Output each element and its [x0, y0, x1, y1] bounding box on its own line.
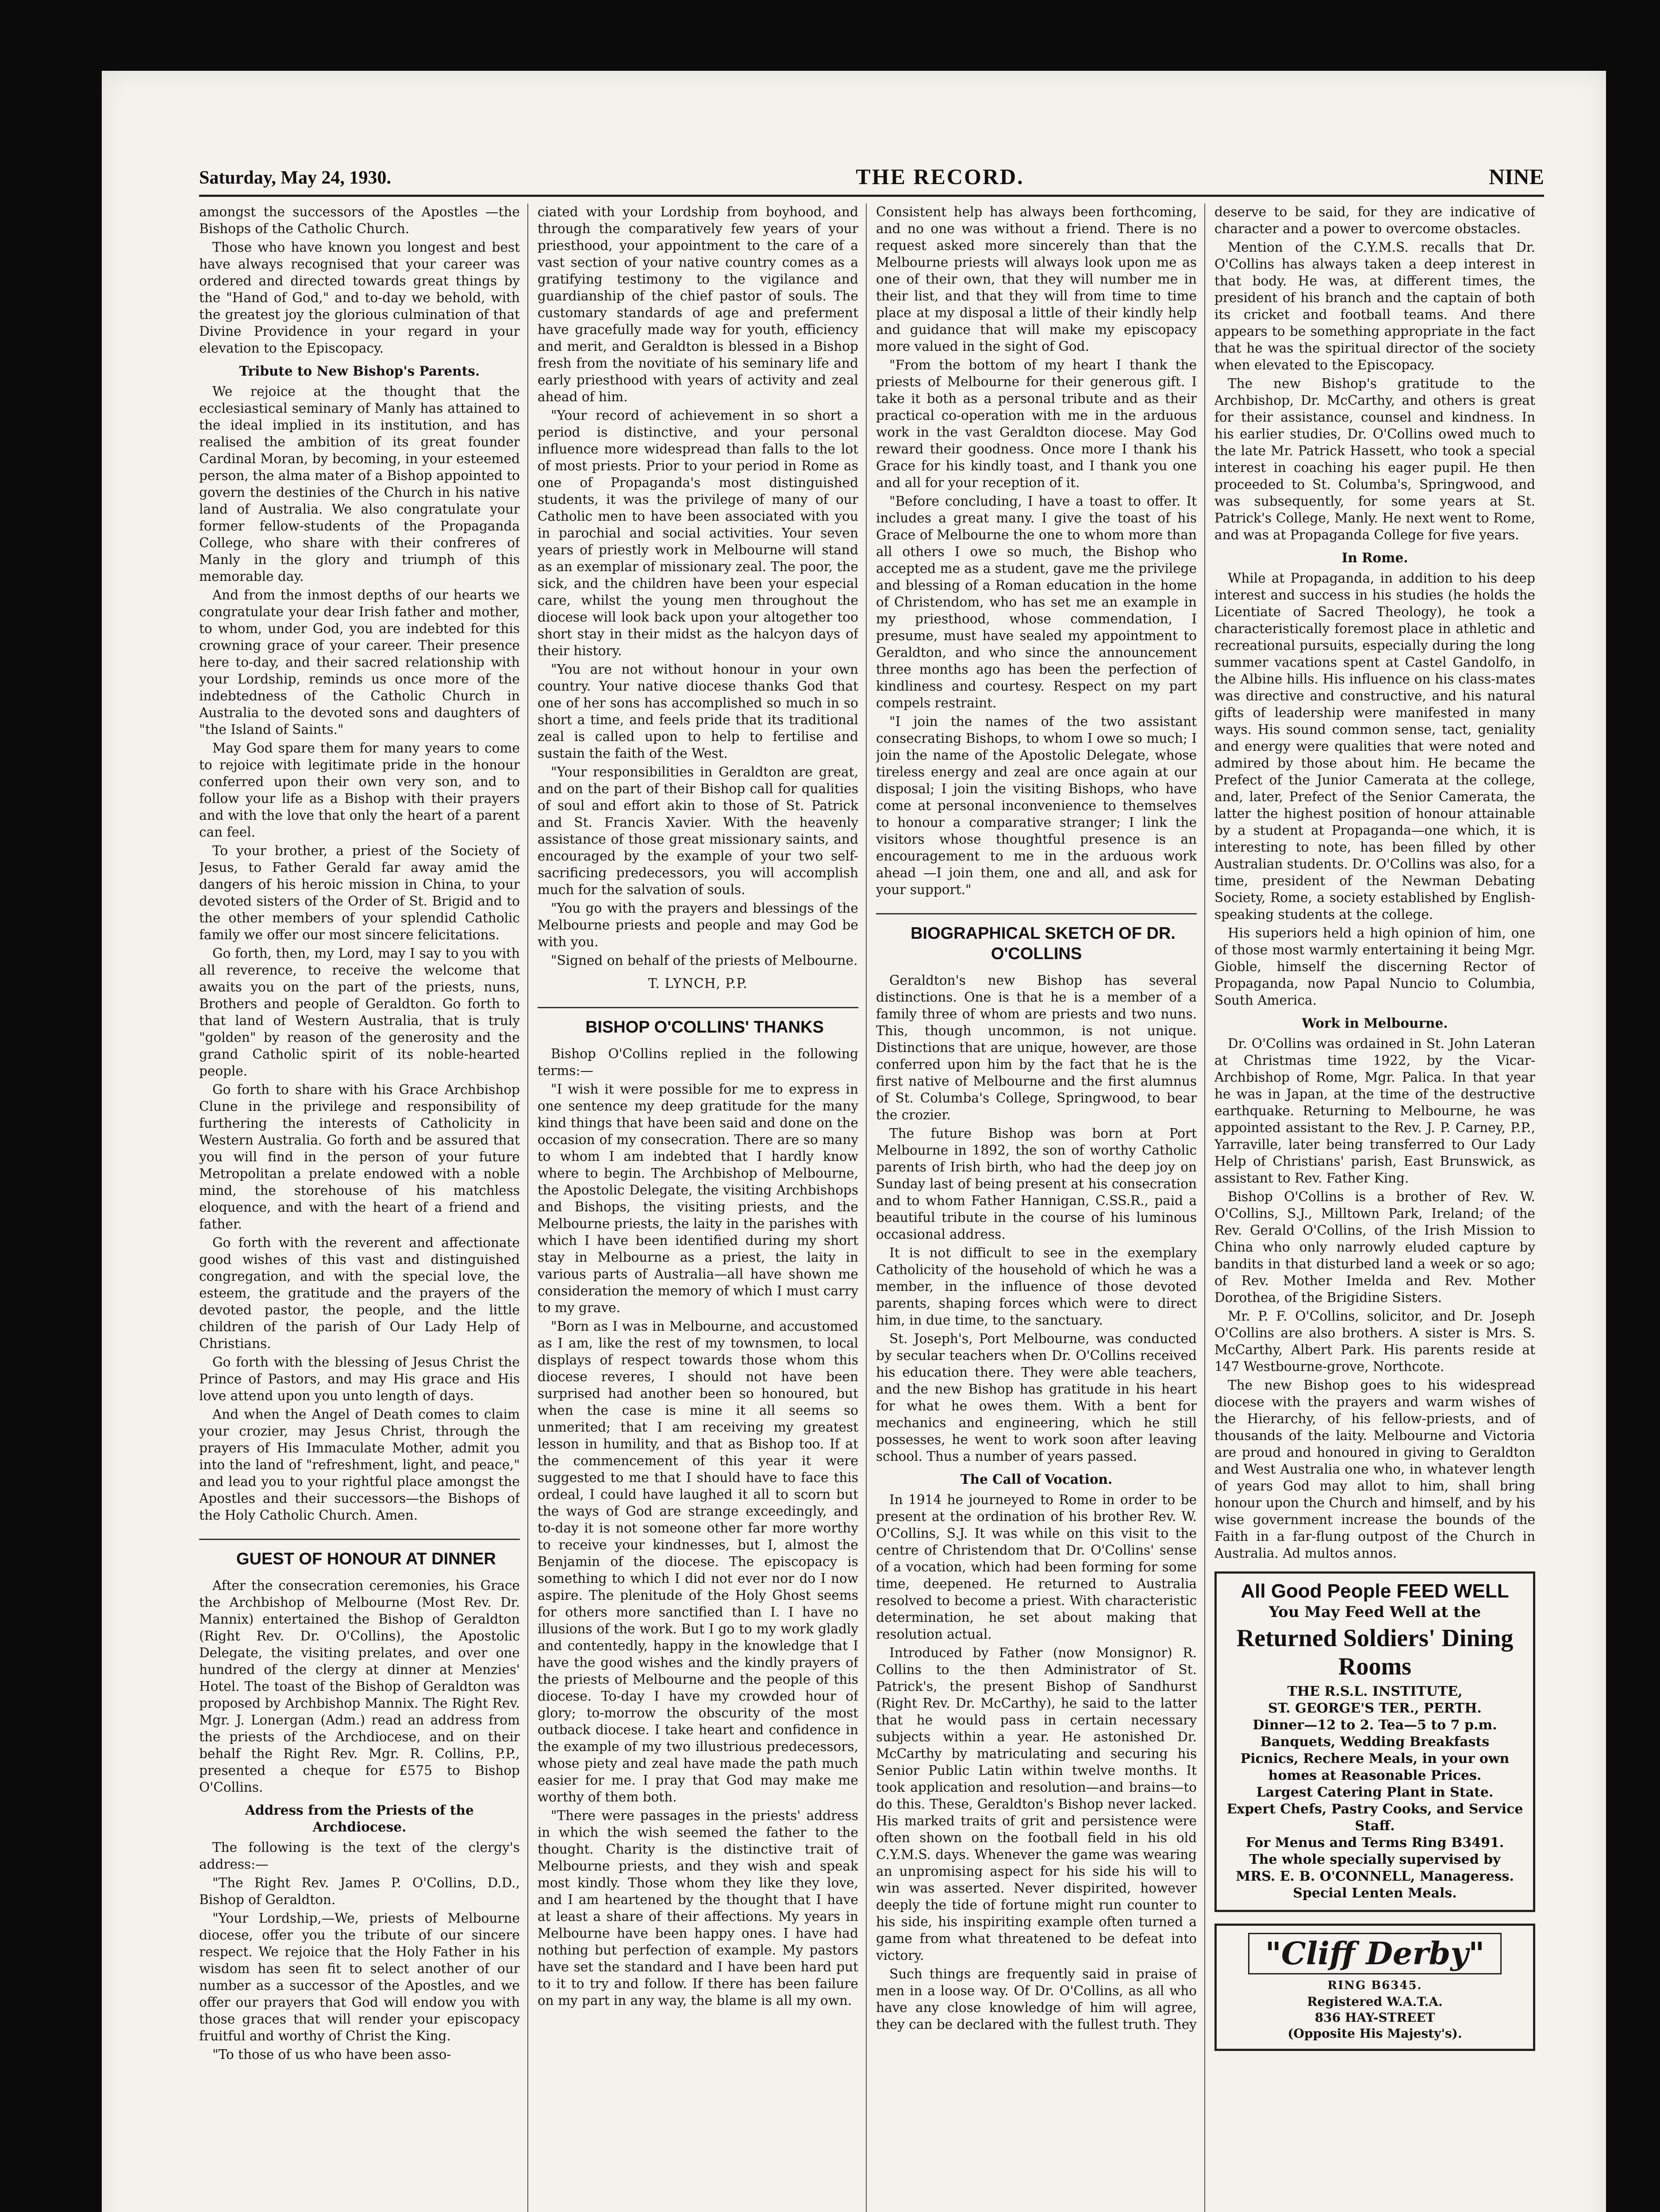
column-divider: [866, 204, 867, 2212]
paragraph: Go forth, then, my Lord, may I say to you with all reverence, to receive the welcome that awaits you on the part of the priests, nuns, Brothers and people of Geraldton. Go forth to that land of Western Australia, that is truly "golden" by reason of the generosity and the grand Catholic spirit of its noble-hearted people.: [199, 946, 520, 1079]
paragraph: "To those of us who have been asso-: [212, 2047, 451, 2062]
paragraph: Consistent help has always been forthcoming, and no one was without a friend. There is no request asked more sincerely than that the Melbourne priests will always look upon me as one of their own, that they will number me in their list, and that they will from time to time place at my disposal a little of their kindly help and guidance that will make my episcopacy more valued in the sight of God.: [876, 204, 1197, 354]
ad-phone: RING B6345.: [1327, 1979, 1422, 1992]
subheading: The Call of Vocation.: [960, 1471, 1113, 1487]
ad-text: Picnics, Rechere Meals, in your own homes at Reasonable Prices.: [1240, 1751, 1510, 1783]
paragraph: "Your responsibilities in Geraldton are great, and on the part of their Bishop call for qualities of soul and effort akin to those of St. Patrick and St. Francis Xavier. With the heavenly assistance of those great missionary saints, and encouraged by the example of your two self-sacrificing predecessors, you will accomplish much for the salvation of souls.: [538, 764, 858, 897]
paragraph: To your brother, a priest of the Society of Jesus, to Father Gerald far away amid the dangers of his heroic mission in China, to your devoted sisters of the Order of St. Brigid and to the other members of your splendid Catholic family we offer our most sincere felicitations.: [199, 843, 520, 942]
paragraph: "I wish it were possible for me to express in one sentence my deep gratitude for the many kind things that have been said and done on the occasion of my consecration. There are so many to whom I am indebted that I hardly know where to begin. The Archbishop of Melbourne, the Apostolic Delegate, the visiting Archbishops and Bishops, the visiting priests, and the Melbourne priests, the laity in the parishes with which I have been identified during my short stay in Melbourne as a priest, the laity in various parts of Australia—all have shown me consideration the memory of which I must carry to my grave.: [538, 1082, 858, 1315]
paragraph: "The Right Rev. James P. O'Collins, D.D., Bishop of Geraldton.: [199, 1875, 520, 1907]
subheading: Tribute to New Bishop's Parents.: [239, 363, 480, 379]
article-headline: BISHOP O'COLLINS' THANKS: [538, 1007, 858, 1037]
ad-text: (Opposite His Majesty's).: [1287, 2026, 1462, 2041]
paragraph: In 1914 he journeyed to Rome in order to be present at the ordination of his brother Rev. W. O'Collins, S.J. It was while on this visit to the centre of Christendom that Dr. O'Collins' sense of a vocation, which had been forming for some time, deepened. He returned to Australia resolved to become a priest. With characteristic determination, he set about making that resolution actual.: [876, 1492, 1197, 1642]
ad-text: For Menus and Terms Ring B3491.: [1245, 1835, 1504, 1851]
paragraph: "I join the names of the two assistant consecrating Bishops, to whom I owe so much; I join the name of the Apostolic Delegate, whose tireless energy and zeal are once again at our disposal; I join the visiting Bishops, who have come at personal inconvenience to themselves to honour a comparative stranger; I link the visitors whose thoughtful presence is an encouragement to me in the arduous work ahead —I join them, one and all, and ask for your support.": [876, 714, 1197, 897]
newspaper-page: [102, 71, 1606, 2212]
subheading: Address from the Priests of the Archdiocese.: [245, 1802, 474, 1835]
paragraph: And from the inmost depths of our hearts we congratulate your dear Irish father and mother, to whom, under God, you are indebted for this crowning grace of your career. Their presence here to-day, and their sacred relationship with your Lordship, reminds us once more of the indebtedness of the Catholic Church in Australia to the devoted sons and daughters of "the Island of Saints.": [199, 588, 520, 737]
subheading: In Rome.: [1341, 550, 1408, 565]
paragraph: "Signed on behalf of the priests of Melbourne.: [551, 953, 858, 968]
ad-subline: You May Feed Well at the: [1268, 1603, 1481, 1621]
paragraph: amongst the successors of the Apostles —the Bishops of the Catholic Church.: [199, 204, 520, 236]
signature: T. LYNCH, P.P.: [648, 976, 748, 991]
paragraph: "Your record of achievement in so short a period is distinctive, and your personal influence more widespread than falls to the lot of most priests. Prior to your period in Rome as one of Propaganda's most distinguished students, it was the privilege of many of our Catholic men to have been associated with you in parochial and social activities. Your seven years of priestly work in Melbourne will stand as an exemplar of missionary zeal. The poor, the sick, and the children have been your especial care, whilst the young men throughout the diocese will look back upon your altogether too short stay in their midst as the halcyon days of their history.: [538, 408, 858, 658]
article-headline: GUEST OF HONOUR AT DINNER: [199, 1539, 520, 1569]
ad-text: Dinner—12 to 2. Tea—5 to 7 p.m.: [1253, 1717, 1497, 1733]
paragraph: We rejoice at the thought that the ecclesiastical seminary of Manly has attained to the ideal implied in its institution, and has realised the ambition of its great founder Cardinal Moran, by becoming, in your esteemed person, the alma mater of a Bishop appointed to govern the destinies of the Church in his native land of Australia. We also congratulate your former fellow-students of the Propaganda College, who share with their confreres of Manly in the glory and triumph of this memorable day.: [199, 384, 520, 584]
cliff-derby-advertisement: [1214, 1924, 1535, 2051]
paragraph: "You go with the prayers and blessings of the Melbourne priests and people and may God be with you.: [538, 901, 858, 949]
dining-rooms-advertisement: [1214, 1571, 1535, 1912]
ad-text: Expert Chefs, Pastry Cooks, and Service Staff.: [1226, 1801, 1523, 1834]
paragraph: "From the bottom of my heart I thank the priests of Melbourne for their generous gift. I take it both as a personal tribute and as their practical co-operation with me in the arduous work in the vast Geraldton diocese. May God reward their goodness. Once more I thank his Grace for his kindly toast, and I thank you one and all for your reception of it.: [876, 357, 1197, 490]
paragraph: "There were passages in the priests' address in which the wish seemed the father to the thought. Charity is the distinctive trait of Melbourne priests, and they wish and speak most kindly. Those whom they like they love, and I am heartened by the thought that I have at least a share of their affections. My years in Melbourne have been happy ones. I have had nothing but perfection of example. My pastors have set the standard and I have been hard put to it to try and follow. If there has been failure on my part in any way, the blame is all my own.: [538, 1808, 858, 2008]
paragraph: Go forth to share with his Grace Archbishop Clune in the privilege and responsibility of furthering the interests of Catholicity in Western Australia. Go forth and be assured that you will find in the person of your future Metropolitan a prelate endowed with a noble mind, the storehouse of his matchless eloquence, and with the heart of a friend and father.: [199, 1082, 520, 1232]
subheading: Work in Melbourne.: [1302, 1015, 1448, 1031]
ad-text: MRS. E. B. O'CONNELL, Manageress.: [1236, 1869, 1514, 1884]
column-1: [199, 204, 520, 2212]
masthead: [199, 146, 1544, 197]
paragraph: "You are not without honour in your own country. Your native diocese thanks God that one of her sons has accomplished so much in so short a time, and feels pride that its traditional zeal is called upon to help to fertilise and sustain the faith of the West.: [538, 662, 858, 761]
ad-text: Largest Catering Plant in State.: [1256, 1785, 1494, 1800]
paragraph: Go forth with the reverent and affectionate good wishes of this vast and distinguished congregation, and with the special love, the esteem, the gratitude and the prayers of the devoted pastor, the people, and the little children of the parish of Our Lady Help of Christians.: [199, 1235, 520, 1351]
paragraph: The new Bishop goes to his widespread diocese with the prayers and warm wishes of the Hierarchy, of his fellow-priests, and of thousands of the laity. Melbourne and Victoria are proud and honoured in giving to Geraldton and West Australia one who, in whatever length of years God may allot to him, shall bring honour upon the Church and himself, and by his wise government increase the bounds of the Faith in a far-flung outpost of the Church in Australia. Ad multos annos.: [1214, 1378, 1535, 1561]
paragraph: Dr. O'Collins was ordained in St. John Lateran at Christmas time 1922, by the Vicar-Archbishop of Rome, Mgr. Palica. In that year he was in Japan, at the time of the destructive earthquake. Returning to Melbourne, he was appointed assistant to the Rev. J. P. Carney, P.P., Yarraville, later being transferred to Our Lady Help of Christians' parish, East Brunswick, as assistant to Rev. Father King.: [1214, 1036, 1535, 1186]
ad-text: Registered W.A.T.A.: [1307, 1994, 1443, 2009]
page-number: NINE: [1488, 164, 1544, 189]
article-headline: BIOGRAPHICAL SKETCH OF DR. O'COLLINS: [876, 913, 1197, 964]
newspaper-title: THE RECORD.: [856, 164, 1024, 189]
paragraph: Such things are frequently said in praise of men in a loose way. Of Dr. O'Collins, as all who have any close knowledge of him will agree, they can be declared with the fullest truth. They: [876, 1966, 1197, 2032]
paragraph: ciated with your Lordship from boyhood, and through the comparatively few years of your priesthood, your appointment to the care of a vast section of your native country comes as a gratifying testimony to the vigilance and guardianship of the chief pastor of souls. The customary standards of age and preferment have gracefully made way for youth, efficiency and merit, and Geraldton is blessed in a Bishop fresh from the novitiate of his seminary life and early priesthood with years of activity and zeal ahead of him.: [538, 204, 858, 404]
paragraph: Those who have known you longest and best have always recognised that your career was ordered and directed towards great things by the "Hand of God," and to-day we behold, with the greatest joy the glorious culmination of that Divine Providence in your regard in your elevation to the Episcopacy.: [199, 240, 520, 356]
paragraph: Bishop O'Collins is a brother of Rev. W. O'Collins, S.J., Milltown Park, Ireland; of the Rev. Gerald O'Collins, of the Irish Mission to China who only narrowly eluded capture by bandits in that disturbed land a week or so ago; of Rev. Mother Imelda and Rev. Mother Dorothea, of the Brigidine Sisters.: [1214, 1189, 1535, 1305]
column-4: [1214, 204, 1535, 2212]
column-divider: [527, 204, 528, 2212]
paragraph: "Born as I was in Melbourne, and accustomed as I am, like the rest of my townsmen, to local displays of respect towards those whom this diocese reveres, I should not have been surprised had another been so honoured, but when the case is mine it all seems so unmerited; that I am receiving my greatest lesson in humility, and that as Bishop too. If at the commencement of this year it were suggested to me that I should have to face this ordeal, I could have laughed it all to scorn but the ways of God are strange exceedingly, and to-day it is not someone other far more worthy to receive your kindnesses, but I, almost the Benjamin of the diocese. The episcopacy is something to which I did not ever nor do I now aspire. The plenitude of the Holy Ghost seems for others more sanctified than I. I have no illusions of the work. But I go to my work gladly and contentedly, happy in the knowledge that I have the good wishes and the kindly prayers of the priests of Melbourne and the people of this diocese. To-day I have my crowded hour of glory; to-morrow the obscurity of the most outback diocese. I take heart and confidence in the example of my two illustrious predecessors, whose piety and zeal have made the path much easier for me. I pray that God may make me worthy of them both.: [538, 1319, 858, 1805]
ad-text: Banquets, Wedding Breakfasts: [1260, 1734, 1490, 1750]
paragraph: The new Bishop's gratitude to the Archbishop, Dr. McCarthy, and others is great for their assistance, counsel and kindness. In his earlier studies, Dr. O'Collins owed much to the late Mr. Patrick Hassett, who took a special interest in coaching his eager pupil. He then proceeded to St. Columba's, Springwood, and was subsequently, for some years at St. Patrick's College, Manly. He next went to Rome, and was at Propaganda College for five years.: [1214, 376, 1535, 542]
issue-date: Saturday, May 24, 1930.: [199, 168, 392, 188]
ad-address: 836 HAY-STREET: [1314, 2010, 1435, 2025]
paragraph: May God spare them for many years to come to rejoice with legitimate pride in the honour conferred upon their own very son, and to follow your life as a Bishop with their prayers and with the love that only the heart of a parent can feel.: [199, 741, 520, 840]
paragraph: Geraldton's new Bishop has several distinctions. One is that he is a member of a family three of whom are priests and two nuns. This, though uncommon, is not unique. Distinctions that are unique, however, are those conferred upon him by the fact that he is the first native of Melbourne and the first alumnus of St. Columba's College, Springwood, to bear the crozier.: [876, 973, 1197, 1122]
paragraph: "Your Lordship,—We, priests of Melbourne diocese, offer you the tribute of our sincere respect. We rejoice that the Holy Father in his wisdom has seen fit to select another of our number as a successor of the Apostles, and we offer our prayers that God will endow you with those graces that will render your episcopacy fruitful and worthy of Christ the King.: [199, 1911, 520, 2043]
ad-text: THE R.S.L. INSTITUTE,: [1287, 1684, 1463, 1699]
paragraph: deserve to be said, for they are indicative of character and a power to overcome obstacles.: [1214, 204, 1535, 236]
paragraph: Bishop O'Collins replied in the following terms:—: [538, 1046, 858, 1078]
paragraph: His superiors held a high opinion of him, one of those most warmly entertaining it being Mgr. Gioble, himself the discerning Rector of Propaganda, now Papal Nuncio to Columbia, South America.: [1214, 926, 1535, 1008]
paragraph: The following is the text of the clergy's address:—: [199, 1840, 520, 1872]
paragraph: After the consecration ceremonies, his Grace the Archbishop of Melbourne (Most Rev. Dr. Mannix) entertained the Bishop of Geraldton (Right Rev. Dr. O'Collins), the Apostolic Delegate, the visiting prelates, and over one hundred of the clergy at dinner at Menzies' Hotel. The toast of the Bishop of Geraldton was proposed by Archbishop Mannix. The Right Rev. Mgr. J. Lonergan (Adm.) read an address from the priests of the Archdiocese, and on their behalf the Right Rev. Mgr. R. Collins, P.P., presented a cheque for £575 to Bishop O'Collins.: [199, 1578, 520, 1795]
ad-business-name: Returned Soldiers' Dining Rooms: [1236, 1624, 1514, 1680]
paragraph: And when the Angel of Death comes to claim your crozier, may Jesus Christ, through the prayers of His Immaculate Mother, admit you into the land of "refreshment, light, and peace," and lead you to your rightful place amongst the Apostles and their successors—the Bishops of the Holy Catholic Church. Amen.: [199, 1407, 520, 1523]
column-divider: [1204, 204, 1205, 2212]
ad-text: ST. GEORGE'S TER., PERTH.: [1268, 1701, 1482, 1716]
paragraph: "Before concluding, I have a toast to offer. It includes a great many. I give the toast of his Grace of Melbourne the one to whom more than all others I owe so much, the Bishop who accepted me as a student, gave me the privilege and blessing of a Roman education in the home of Christendom, who has set me an example in my priesthood, whose commendation, I presume, must have sealed my appointment to Geraldton, and who since the announcement three months ago has been the perfection of kindliness and courtesy. Respect on my part compels restraint.: [876, 494, 1197, 710]
paragraph: Introduced by Father (now Monsignor) R. Collins to the then Administrator of St. Patrick's, the present Bishop of Sandhurst (Right Rev. Dr. McCarthy), he said to the latter that he would pass in certain necessary subjects within a year. He astonished Dr. McCarthy by matriculating and securing his Senior Public Latin within twelve months. It took application and resolution—and brains—to do this. These, Geraldton's Bishop never lacked. His marked traits of grit and persistence were often shown on the football field in his old C.Y.M.S. days. Whenever the game was wearing an unpromising aspect for his side his will to win was asserted. Never dispirited, however deeply the tide of fortune might run counter to his side, his inspiriting example often turned a game from what threatened to be defeat into victory.: [876, 1645, 1197, 1963]
column-3: [876, 204, 1197, 2212]
paragraph: The future Bishop was born at Port Melbourne in 1892, the son of worthy Catholic parents of Irish birth, who had the deep joy on Sunday last of being present at his consecration and to whom Father Hannigan, C.SS.R., paid a beautiful tribute in the course of his luminous occasional address.: [876, 1126, 1197, 1242]
paragraph: Mention of the C.Y.M.S. recalls that Dr. O'Collins has always taken a deep interest in that body. He was, at different times, the president of his branch and the captain of both its cricket and football teams. And there appears to be something appropriate in the fact that he was the spiritual director of the society when elevated to the Episcopacy.: [1214, 240, 1535, 373]
paragraph: While at Propaganda, in addition to his deep interest and success in his studies (he holds the Licentiate of Sacred Theology), he took a characteristically foremost place in athletic and recreational pursuits, especially during the long summer vacations spent at Castel Gandolfo, in the Albine hills. His influence on his class-mates was directive and constructive, and his natural gifts of leadership were manifested in many ways. His sound common sense, tact, geniality and energy were qualities that were noted and admired by those about him. He became the Prefect of the Junior Camerata at the college, and, later, Prefect of the Senior Camerata, the latter the highest position of honour attainable by a student at Propaganda—one which, it is interesting to note, has been filled by other Australian students. Dr. O'Collins was also, for a time, president of the Newman Debating Society, Rome, a society established by English-speaking students at the college.: [1214, 571, 1535, 922]
ad-text: Special Lenten Meals.: [1293, 1886, 1457, 1901]
paragraph: Go forth with the blessing of Jesus Christ the Prince of Pastors, and may His grace and His love attend upon you unto length of days.: [199, 1355, 520, 1403]
column-2: [538, 204, 858, 2212]
ad-text: The whole specially supervised by: [1249, 1852, 1501, 1867]
paragraph: Mr. P. F. O'Collins, solicitor, and Dr. Joseph O'Collins are also brothers. A sister is Mrs. S. McCarthy, Albert Park. His parents reside at 147 Westbourne-grove, Northcote.: [1214, 1309, 1535, 1374]
ad-headline: All Good People FEED WELL: [1241, 1580, 1509, 1602]
paragraph: It is not difficult to see in the exemplary Catholicity of the household of which he was a member, in the influence of those devoted parents, shaping forces which were to direct him, in due time, to the sanctuary.: [876, 1245, 1197, 1328]
paragraph: St. Joseph's, Port Melbourne, was conducted by secular teachers when Dr. O'Collins received his education there. They were able teachers, and the new Bishop has gratitude in his heart for what he owes them. With a bent for mechanics and engineering, which he still possesses, he went to work soon after leaving school. Thus a number of years passed.: [876, 1331, 1197, 1464]
ad-business-name: "Cliff Derby": [1248, 1933, 1502, 1974]
